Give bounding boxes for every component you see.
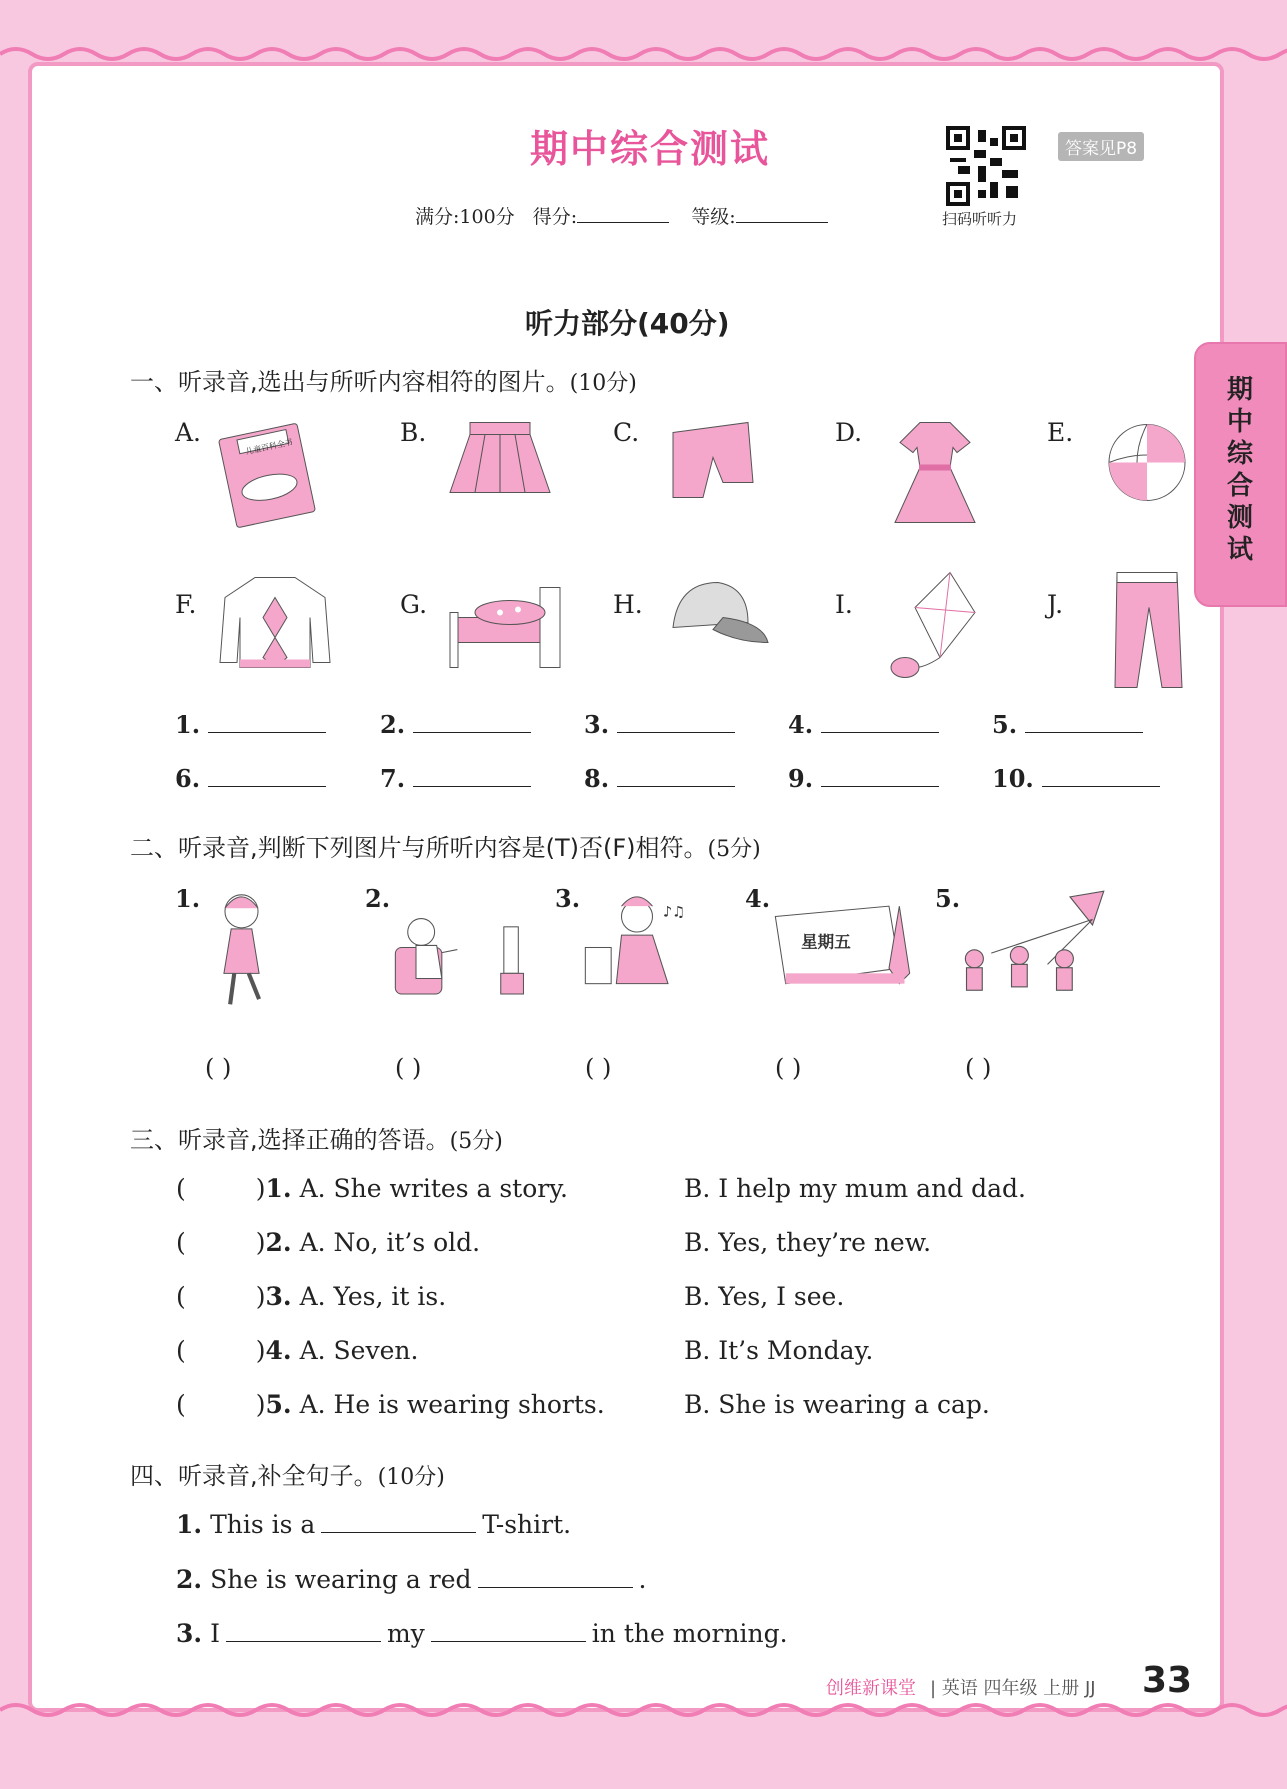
answer-blank[interactable]: [431, 1620, 586, 1642]
answer-blank-row[interactable]: 9.: [788, 764, 939, 793]
answer-paren[interactable]: (: [176, 1282, 186, 1311]
answer-blank-row[interactable]: 7.: [380, 764, 531, 793]
dress-icon: [875, 410, 1000, 530]
ball-icon: [1087, 410, 1212, 530]
tf-answer-paren[interactable]: ( ): [775, 1054, 802, 1082]
tf-answer-paren[interactable]: ( ): [585, 1054, 612, 1082]
sweater-icon: [215, 560, 340, 700]
kite-icon: [875, 560, 1000, 700]
sentence-1: 1. This is a T-shirt.: [176, 1510, 572, 1539]
tf-answer-paren[interactable]: ( ): [395, 1054, 422, 1082]
answer-blank[interactable]: [321, 1511, 476, 1533]
tf-answer-paren[interactable]: ( ): [965, 1054, 992, 1082]
score-blank[interactable]: [577, 222, 669, 223]
question-row: ( )3. A. Yes, it is.: [176, 1282, 447, 1311]
kids-flying-kite-icon: [935, 880, 1115, 1015]
answer-paren[interactable]: (: [176, 1174, 186, 1203]
answer-blank-row[interactable]: 3.: [584, 710, 735, 739]
item-number: 1.: [175, 884, 201, 913]
section-4-title: 四、听录音,补全句子。(10分): [130, 1462, 445, 1490]
answer-blank-row[interactable]: 5.: [992, 710, 1143, 739]
section-2-title: 二、听录音,判断下列图片与所听内容是(T)否(F)相符。(5分): [130, 834, 761, 862]
tf-answer-paren[interactable]: ( ): [205, 1054, 232, 1082]
full-score: 满分:100分: [415, 206, 515, 228]
option-a: A. Seven.: [299, 1336, 419, 1365]
sentence-3: 3. I my in the morning.: [176, 1619, 788, 1648]
option-b: B. Yes, they’re new.: [684, 1228, 932, 1257]
calendar-icon: [765, 880, 920, 1015]
footer-info: | 英语 四年级 上册 JJ: [930, 1678, 1096, 1699]
picture-label: H.: [613, 590, 643, 619]
picture-label: E.: [1047, 418, 1074, 447]
item-number: 2.: [365, 884, 391, 913]
option-b: B. I help my mum and dad.: [684, 1174, 1026, 1203]
bed-icon: [440, 560, 565, 700]
picture-label: A.: [175, 418, 202, 447]
cap-icon: [653, 560, 778, 700]
option-b: B. Yes, I see.: [684, 1282, 845, 1311]
answer-blank-row[interactable]: 8.: [584, 764, 735, 793]
picture-label: F.: [175, 590, 197, 619]
answer-reference-badge: 答案见P8: [1058, 132, 1144, 161]
svg-text:儿童百科全书: 儿童百科全书: [244, 437, 294, 457]
question-row: ( )5. A. He is wearing shorts.: [176, 1390, 605, 1419]
pants-icon: [1087, 560, 1212, 700]
picture-label: J.: [1047, 590, 1064, 619]
qr-code-icon[interactable]: [946, 126, 1026, 206]
picture-label: C.: [613, 418, 640, 447]
option-a: A. He is wearing shorts.: [299, 1390, 605, 1419]
answer-blank-row[interactable]: 10.: [992, 764, 1160, 793]
part-title: 听力部分(40分): [525, 307, 730, 340]
answer-blank-row[interactable]: 1.: [175, 710, 326, 739]
girl-watching-tv-icon: [385, 880, 540, 1015]
item-number: 3.: [555, 884, 581, 913]
answer-blank-row[interactable]: 4.: [788, 710, 939, 739]
option-a: A. She writes a story.: [299, 1174, 568, 1203]
score-line: [415, 202, 850, 229]
answer-blank-row[interactable]: 6.: [175, 764, 326, 793]
question-row: ( )1. A. She writes a story.: [176, 1174, 568, 1203]
picture-label: I.: [835, 590, 853, 619]
shorts-icon: [653, 410, 778, 530]
qr-label: 扫码听听力: [942, 210, 1018, 228]
question-row: ( )2. A. No, it’s old.: [176, 1228, 481, 1257]
page-number: 33: [1142, 1660, 1193, 1701]
svg-text:星期五: 星期五: [801, 931, 851, 952]
answer-paren[interactable]: (: [176, 1390, 186, 1419]
top-wave-border: [0, 44, 1287, 64]
grade-label: 等级:: [691, 206, 736, 228]
picture-label: G.: [400, 590, 428, 619]
option-b: B. It’s Monday.: [684, 1336, 874, 1365]
sentence-2: 2. She is wearing a red .: [176, 1565, 647, 1594]
answer-blank[interactable]: [478, 1566, 633, 1588]
option-a: A. Yes, it is.: [299, 1282, 447, 1311]
answer-blank[interactable]: [226, 1620, 381, 1642]
girl-singing-icon: [575, 880, 730, 1015]
item-number: 5.: [935, 884, 961, 913]
page-title: 期中综合测试: [530, 127, 771, 171]
side-tab-label: 期中综合测试: [1226, 375, 1253, 565]
bottom-wave-border: [0, 1700, 1287, 1720]
girl-walking-icon: [195, 880, 350, 1015]
option-b: B. She is wearing a cap.: [684, 1390, 990, 1419]
answer-paren[interactable]: (: [176, 1336, 186, 1365]
option-a: A. No, it’s old.: [299, 1228, 481, 1257]
score-label: 得分:: [532, 206, 578, 228]
item-number: 4.: [745, 884, 771, 913]
section-1-title: 一、听录音,选出与所听内容相符的图片。(10分): [130, 368, 637, 396]
footer-brand: 创维新课堂: [826, 1678, 916, 1699]
picture-label: D.: [835, 418, 863, 447]
question-row: ( )4. A. Seven.: [176, 1336, 419, 1365]
skirt-icon: [440, 410, 565, 530]
section-3-title: 三、听录音,选择正确的答语。(5分): [130, 1126, 503, 1154]
grade-blank[interactable]: [736, 222, 828, 223]
svg-text:♪♫: ♪♫: [662, 904, 686, 921]
answer-paren[interactable]: (: [176, 1228, 186, 1257]
book-icon: [215, 410, 340, 530]
answer-blank-row[interactable]: 2.: [380, 710, 531, 739]
picture-label: B.: [400, 418, 427, 447]
